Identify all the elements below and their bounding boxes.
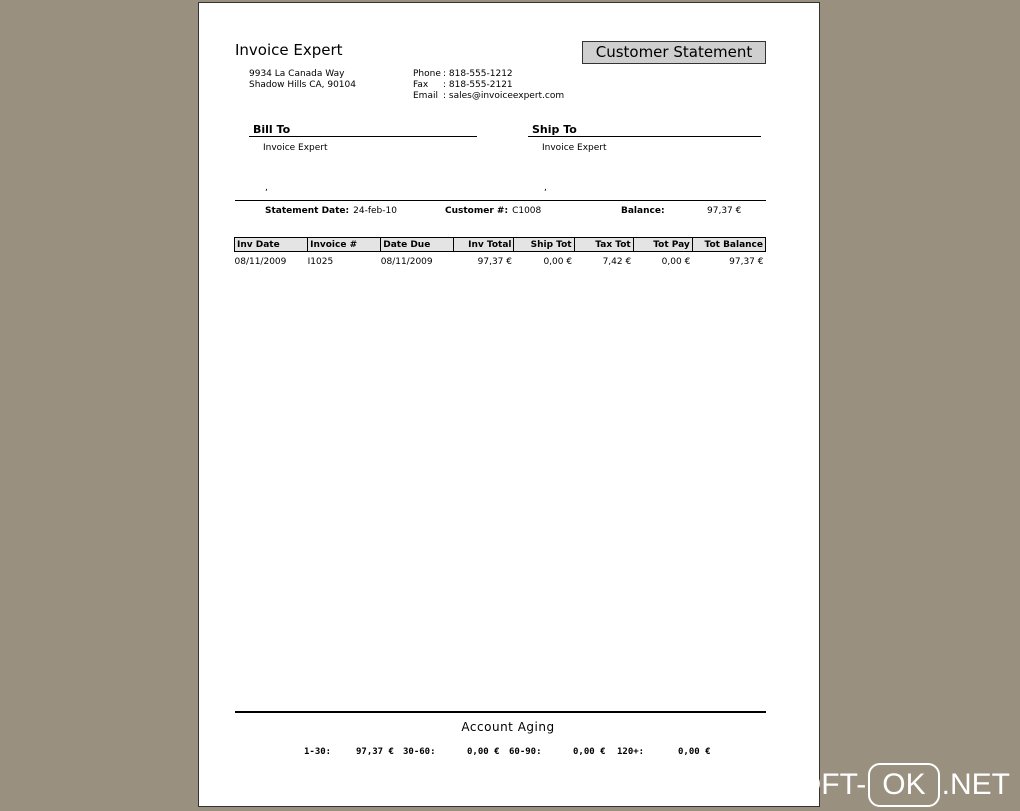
fax-row: Fax : 818-555-2121 — [413, 80, 513, 90]
bill-to-heading: Bill To — [249, 123, 477, 137]
aging-30-60-label: 30-60: — [403, 747, 436, 757]
document-title: Customer Statement — [582, 41, 766, 64]
email-value: sales@invoiceexpert.com — [448, 91, 565, 101]
fax-label: Fax — [413, 80, 429, 90]
ship-to-address: , — [544, 183, 547, 193]
summary-divider — [235, 200, 766, 201]
cell-inv-date: 08/11/2009 — [234, 257, 287, 267]
table-header-row — [235, 238, 766, 252]
balance-label: Balance: — [621, 206, 665, 216]
phone-row: Phone : 818-555-1212 — [413, 69, 513, 79]
col-inv-total: Inv Total — [454, 238, 514, 252]
balance — [621, 206, 669, 216]
aging-60-90-value: 0,00 € — [573, 747, 606, 757]
phone-label: Phone — [413, 69, 441, 79]
col-inv-date: Inv Date — [235, 238, 308, 252]
col-invoice-number: Invoice # — [308, 238, 381, 252]
aging-120-label: 120+: — [617, 747, 645, 757]
customer-number-value: C1008 — [512, 206, 542, 216]
customer-number — [445, 206, 541, 216]
col-date-due: Date Due — [381, 238, 454, 252]
watermark-ok-badge: OK — [868, 763, 939, 807]
cell-inv-total: 97,37 € — [477, 257, 512, 267]
aging-1-30-label: 1-30: — [304, 747, 332, 757]
aging-120-value: 0,00 € — [678, 747, 711, 757]
company-name: Invoice Expert — [235, 41, 343, 59]
invoice-table — [234, 237, 766, 268]
statement-date-value: 24-feb-10 — [353, 206, 397, 216]
customer-number-label: Customer #: — [445, 206, 509, 216]
aging-30-60-value: 0,00 € — [467, 747, 500, 757]
balance-value: 97,37 € — [707, 206, 742, 216]
col-tot-pay: Tot Pay — [633, 238, 692, 252]
cell-tax-tot: 7,42 € — [602, 257, 632, 267]
bill-to-address: , — [265, 183, 268, 193]
aging-60-90-label: 60-90: — [509, 747, 542, 757]
company-address-line1: 9934 La Canada Way — [249, 69, 345, 79]
table-row — [235, 252, 766, 269]
col-tot-balance: Tot Balance — [692, 238, 765, 252]
ship-to-heading: Ship To — [528, 123, 761, 137]
bill-to-name: Invoice Expert — [263, 143, 328, 153]
phone-value: 818-555-1212 — [448, 69, 513, 79]
fax-value: 818-555-2121 — [448, 80, 513, 90]
email-label: Email — [413, 91, 438, 101]
email-row: Email : sales@invoiceexpert.com — [413, 91, 565, 101]
aging-title: Account Aging — [461, 720, 555, 734]
cell-tot-pay: 0,00 € — [661, 257, 691, 267]
cell-invoice-number: I1025 — [307, 257, 334, 267]
watermark-right: .NET — [941, 768, 1010, 801]
col-ship-tot: Ship Tot — [514, 238, 574, 252]
statement-date-label: Statement Date: — [265, 206, 350, 216]
statement-date — [265, 206, 397, 216]
cell-ship-tot: 0,00 € — [543, 257, 573, 267]
company-address-line2: Shadow Hills CA, 90104 — [249, 80, 356, 90]
ship-to-name: Invoice Expert — [542, 143, 607, 153]
aging-1-30-value: 97,37 € — [356, 747, 394, 757]
col-tax-tot: Tax Tot — [574, 238, 633, 252]
aging-divider — [235, 711, 766, 713]
site-watermark — [778, 763, 1010, 807]
cell-date-due: 08/11/2009 — [380, 257, 433, 267]
cell-tot-balance: 97,37 € — [729, 257, 764, 267]
watermark-left: SOFT- — [777, 768, 867, 801]
statement-page — [198, 2, 820, 807]
